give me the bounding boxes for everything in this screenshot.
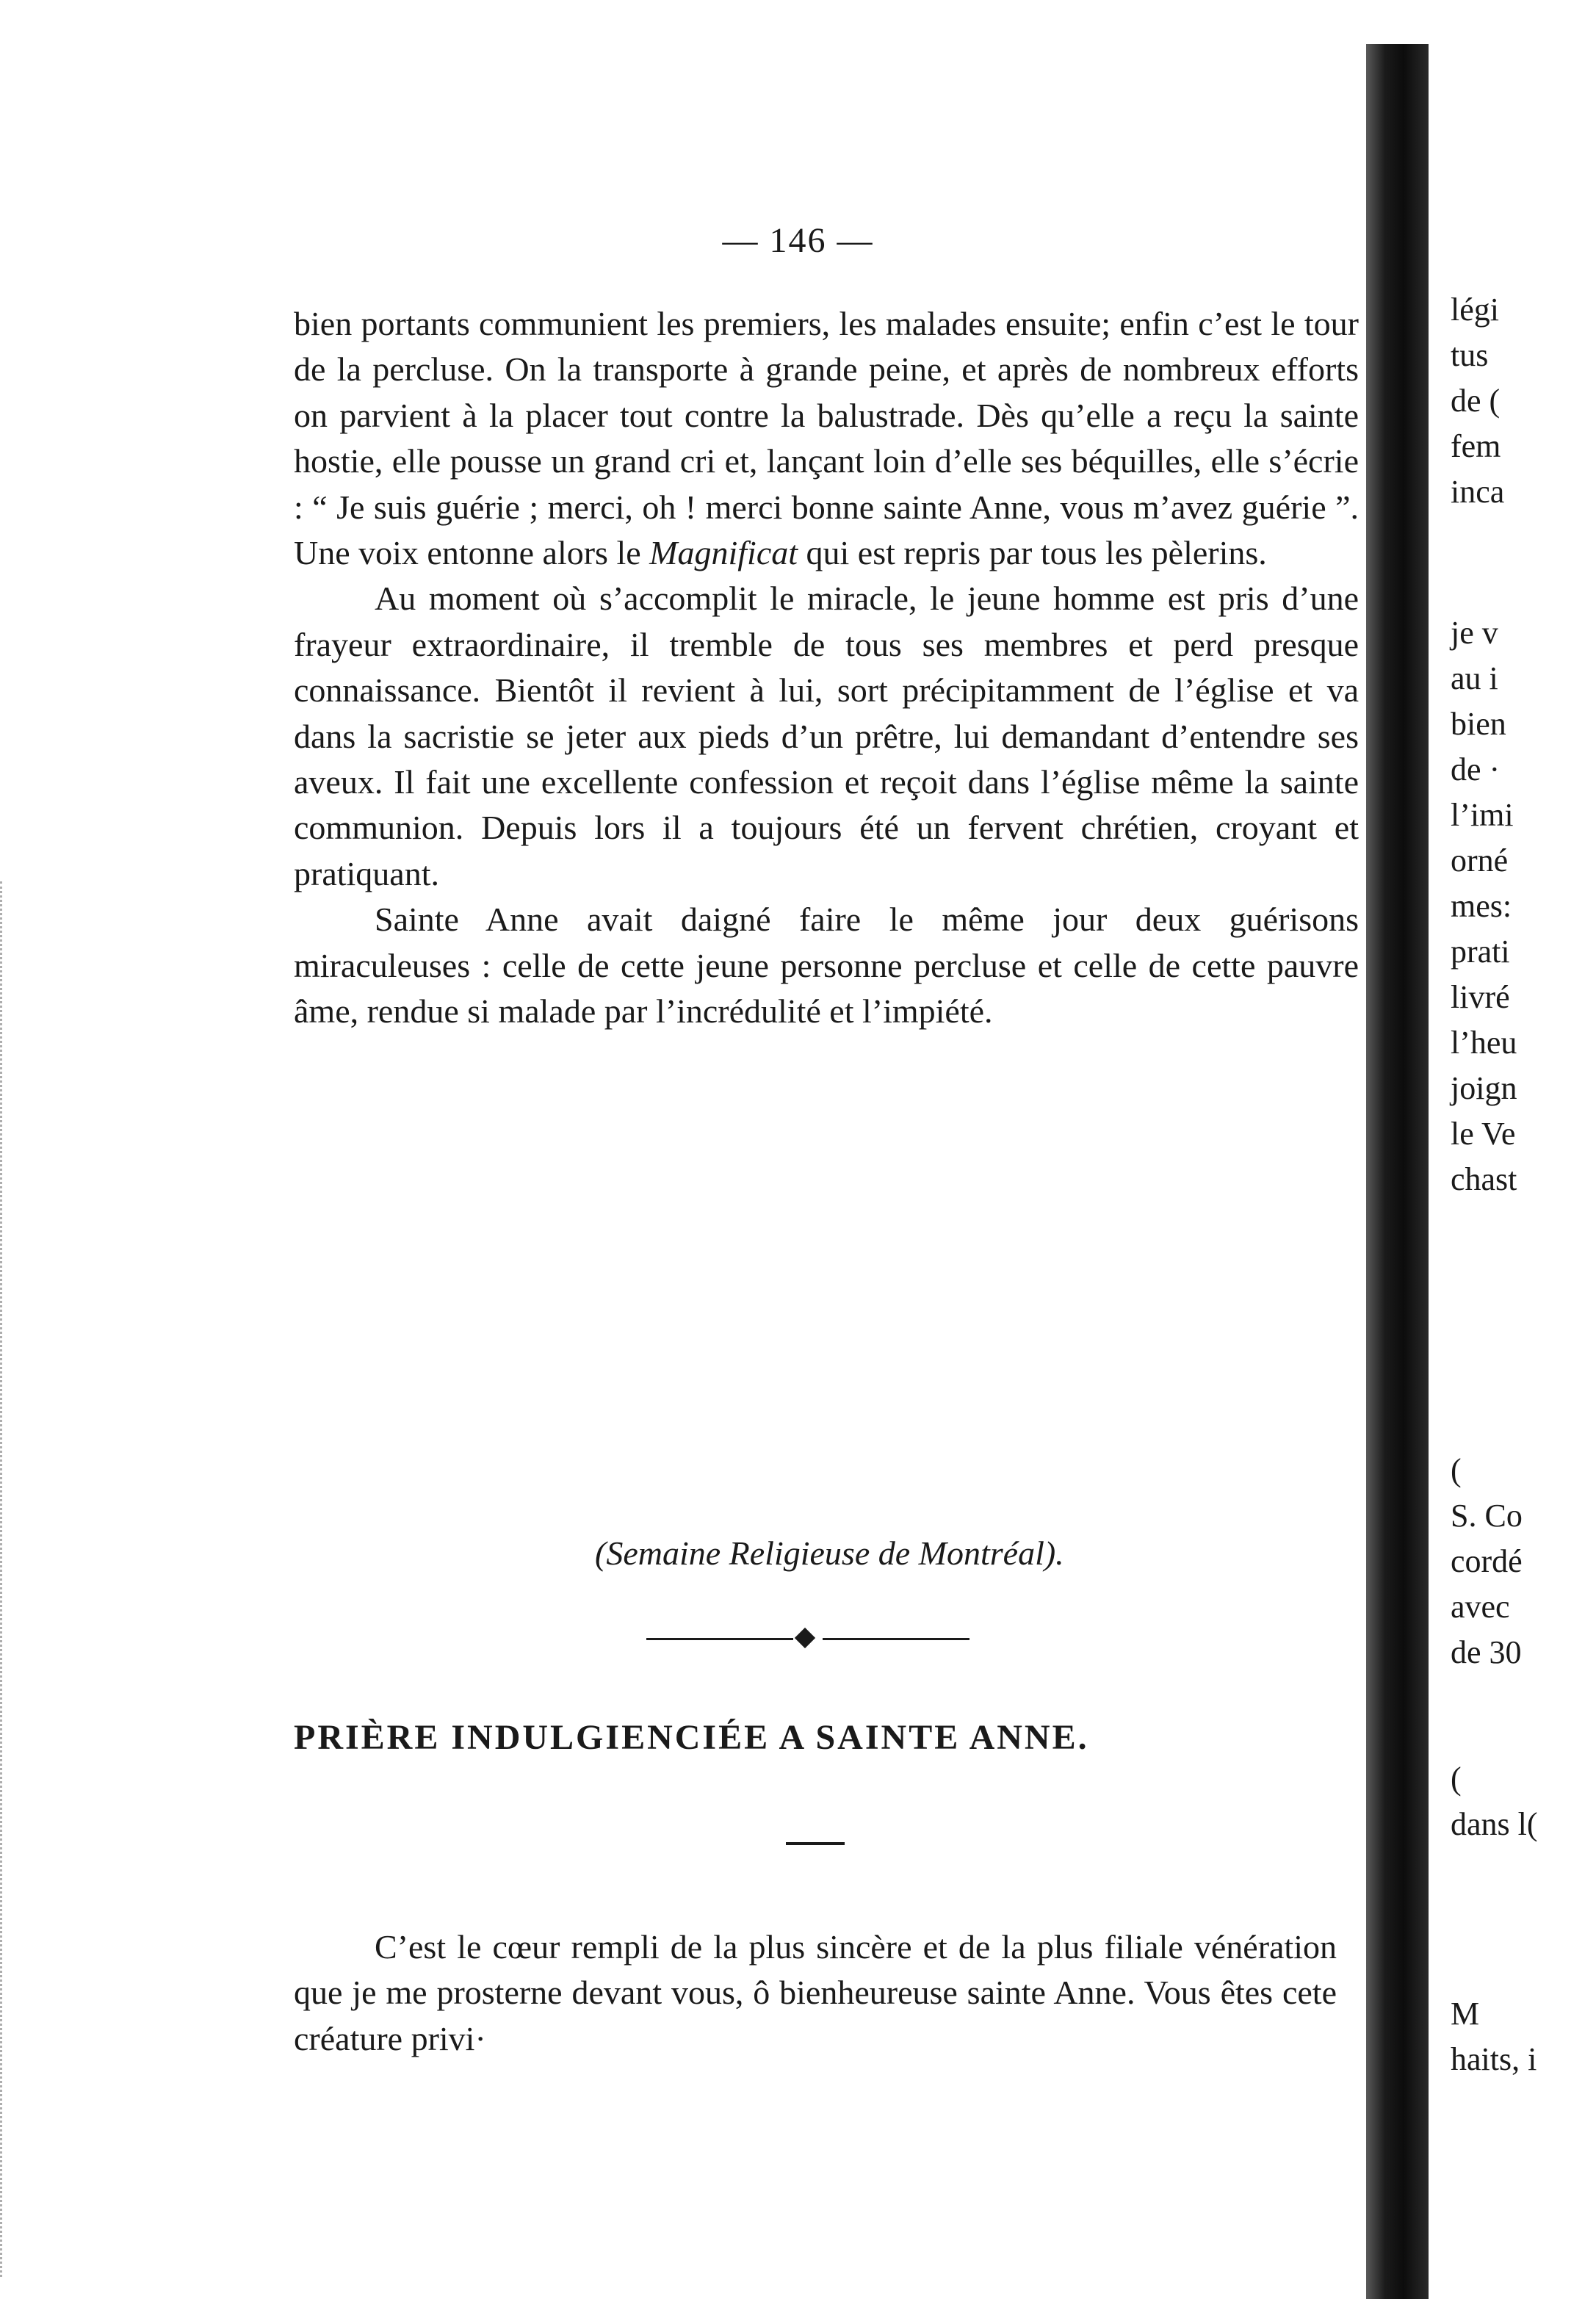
adjacent-line: le Ve [1451, 1116, 1516, 1152]
adjacent-line: chast [1451, 1161, 1517, 1197]
paragraph-1-end: qui est repris par tous les pèlerins. [806, 534, 1267, 572]
adjacent-line: prati [1451, 934, 1510, 970]
adjacent-line: dans l( [1451, 1806, 1538, 1842]
left-gutter-noise [0, 881, 46, 2277]
adjacent-line: livré [1451, 979, 1510, 1015]
source-citation: (Semaine Religieuse de Montréal). [595, 1534, 1064, 1572]
adjacent-line: de ( [1451, 383, 1501, 419]
magnificat-title: Magnificat [649, 534, 798, 572]
book-binding-shadow [1366, 44, 1429, 2299]
short-divider [786, 1842, 845, 1845]
adjacent-line: cordé [1451, 1543, 1523, 1579]
adjacent-line: au i [1451, 660, 1498, 696]
adjacent-line: tus [1451, 337, 1489, 373]
adjacent-line: joign [1451, 1070, 1517, 1106]
adjacent-line: l’imi [1451, 797, 1514, 833]
adjacent-line: inca [1451, 474, 1505, 510]
prayer-paragraph-1: C’est le cœur rempli de la plus sincère et de la plus filiale vénération que je me prosterne devant vous, ô bienheureuse sainte Anne. Vous êtes cete créature privi· [294, 1928, 1337, 2057]
adjacent-line: ( [1451, 1761, 1462, 1797]
adjacent-line: de 30 [1451, 1634, 1522, 1670]
section-heading: PRIÈRE INDULGIENCIÉE A SAINTE ANNE. [294, 1718, 1089, 1757]
adjacent-line: légi [1451, 294, 1499, 328]
main-text-block [294, 301, 1359, 1035]
adjacent-line: haits, i [1451, 2041, 1537, 2077]
ornamental-separator [646, 1638, 969, 1641]
adjacent-line: l’heu [1451, 1025, 1517, 1061]
separator-rule-left [646, 1638, 793, 1640]
adjacent-page-fragment [1429, 294, 1596, 2299]
paragraph-2: Au moment où s’accomplit le miracle, le jeune homme est pris d’une frayeur extraordinaire, il tremble de tous ses membres et perd presque connaissance. Bientôt il revient à lui, sort précipitamment de l’église et va dans la sacristie se jeter aux pieds d’un prêtre, lui demandant d’entendre ses aveux. Il fait une excellente confession et reçoit dans l’église même la sainte communion. Depuis lors il a toujours été un fervent chrétien, croyant et pratiquant. [294, 580, 1359, 892]
separator-rule-right [823, 1638, 969, 1640]
adjacent-line: mes: [1451, 888, 1512, 924]
adjacent-line: orné [1451, 842, 1509, 878]
paragraph-1 [294, 301, 1359, 576]
adjacent-line: fem [1451, 428, 1501, 464]
adjacent-line: S. Co [1451, 1498, 1523, 1534]
adjacent-line: M [1451, 1996, 1480, 2032]
prayer-text-block [294, 1924, 1337, 2062]
paragraph-1-text: bien portants communient les premiers, les malades ensuite; enfin c’est le tour de la percluse. On la transporte à grande peine, et après de nombreux efforts on parvient à la placer tout contre la balustrade. Dès qu’elle a reçu la sainte hostie, elle pousse un grand cri et, lançant loin d’elle ses béquilles, elle s’écrie : “ Je suis guérie ; merci, oh ! merci bonne sainte Anne, vous m’avez guérie ”. Une voix entonne alors le [294, 305, 1359, 572]
page-number: — 146 — [722, 221, 874, 260]
adjacent-line: je v [1451, 615, 1498, 651]
adjacent-line: de · [1451, 751, 1501, 787]
adjacent-line: ( [1451, 1452, 1462, 1488]
adjacent-line: bien [1451, 706, 1506, 742]
paragraph-3: Sainte Anne avait daigné faire le même jour deux guérisons miraculeuses : celle de cette jeune personne percluse et celle de cette pauvre âme, rendue si malade par l’incrédulité et l’impiété. [294, 901, 1359, 1031]
separator-diamond-icon [795, 1628, 815, 1648]
adjacent-line: avec [1451, 1589, 1510, 1625]
